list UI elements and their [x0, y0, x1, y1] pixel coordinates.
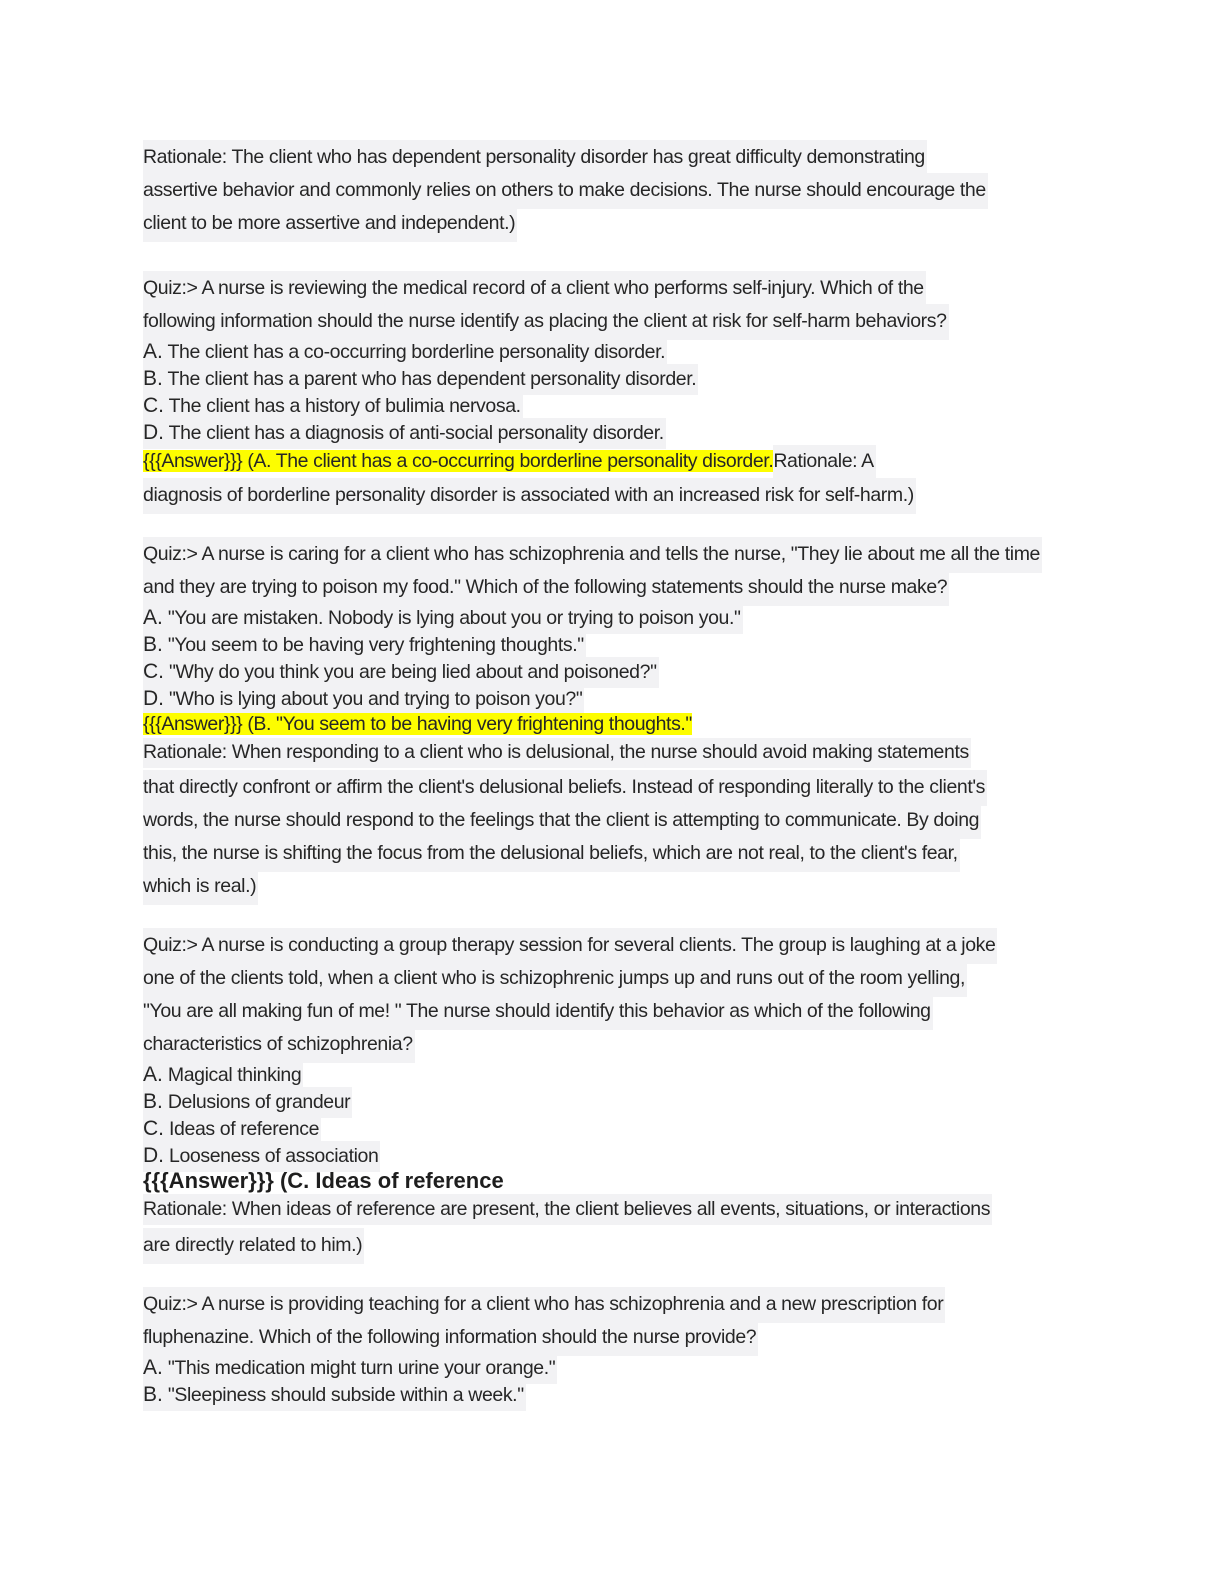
option-letter: C.: [143, 1117, 164, 1140]
rationale-line: Rationale: A: [773, 445, 875, 478]
question-text: fluphenazine. Which of the following information should the nurse provide?: [143, 1320, 758, 1356]
quiz-question-1: [143, 271, 1113, 511]
option-d: [143, 684, 1113, 711]
question-text: characteristics of schizophrenia?: [143, 1027, 415, 1063]
option-text: "This medication might turn urine your orange.": [167, 1357, 556, 1379]
rationale-line: are directly related to him.): [143, 1228, 364, 1264]
option-text: "Why do you think you are being lied about and poisoned?": [169, 661, 657, 683]
option-letter: A.: [143, 1063, 163, 1086]
option-b: [143, 630, 1113, 657]
option-letter: D.: [143, 1144, 164, 1167]
rationale-block-1: [143, 140, 1113, 239]
question-text: following information should the nurse identify as placing the client at risk for self-harm behaviors?: [143, 304, 949, 340]
option-b: [143, 364, 1113, 391]
option-text: The client has a co-occurring borderline personality disorder.: [167, 341, 666, 363]
rationale-line: Rationale: When ideas of reference are present, the client believes all events, situations, or interactions: [143, 1194, 992, 1225]
option-letter: D.: [143, 687, 164, 710]
rationale-line: Rationale: When responding to a client who is delusional, the nurse should avoid making statements: [143, 738, 971, 768]
option-letter: B.: [143, 1383, 163, 1406]
rationale-line: client to be more assertive and independent.): [143, 206, 517, 242]
answer-highlight: {{{Answer}}} (B. "You seem to be having very frightening thoughts.": [143, 713, 692, 735]
option-c: [143, 391, 1113, 418]
option-a: [143, 603, 1113, 630]
rationale-line: words, the nurse should respond to the feelings that the client is attempting to communicate. By doing: [143, 803, 981, 839]
option-text: "You seem to be having very frightening thoughts.": [167, 634, 584, 656]
option-text: The client has a diagnosis of anti-social personality disorder.: [168, 422, 664, 444]
option-text: The client has a parent who has dependent personality disorder.: [167, 368, 697, 390]
option-d: [143, 418, 1113, 445]
option-b: [143, 1087, 1113, 1114]
option-letter: D.: [143, 421, 164, 444]
rationale-line: assertive behavior and commonly relies on others to make decisions. The nurse should encourage the: [143, 173, 988, 209]
option-text: "Sleepiness should subside within a week.": [167, 1384, 524, 1406]
option-text: Magical thinking: [167, 1064, 302, 1086]
option-d: [143, 1141, 1113, 1168]
option-letter: C.: [143, 394, 164, 417]
question-text: Quiz:> A nurse is caring for a client who has schizophrenia and tells the nurse, "They lie about me all the time: [143, 537, 1042, 573]
question-text: Quiz:> A nurse is reviewing the medical record of a client who performs self-injury. Which of the: [143, 271, 926, 307]
question-text: and they are trying to poison my food." Which of the following statements should the nurse make?: [143, 570, 949, 606]
option-a: [143, 1060, 1113, 1087]
option-text: "You are mistaken. Nobody is lying about you or trying to poison you.": [167, 607, 741, 629]
question-text: Quiz:> A nurse is providing teaching for a client who has schizophrenia and a new prescription for: [143, 1287, 945, 1323]
rationale-line: which is real.): [143, 869, 258, 905]
quiz-question-4: [143, 1287, 1113, 1407]
option-text: The client has a history of bulimia nervosa.: [168, 395, 521, 417]
option-letter: C.: [143, 660, 164, 683]
option-text: Looseness of association: [169, 1145, 379, 1167]
option-letter: B.: [143, 1090, 163, 1113]
rationale-line: this, the nurse is shifting the focus from the delusional beliefs, which are not real, to the client's fear,: [143, 836, 960, 872]
rationale-line: that directly confront or affirm the client's delusional beliefs. Instead of responding literally to the client's: [143, 770, 987, 806]
option-letter: A.: [143, 606, 163, 629]
question-text: one of the clients told, when a client who is schizophrenic jumps up and runs out of the room yelling,: [143, 961, 967, 997]
option-c: [143, 1114, 1113, 1141]
option-a: [143, 337, 1113, 364]
question-text: Quiz:> A nurse is conducting a group therapy session for several clients. The group is laughing at a joke: [143, 928, 997, 964]
option-letter: A.: [143, 340, 163, 363]
option-a: [143, 1353, 1113, 1380]
option-b: [143, 1380, 1113, 1407]
option-text: "Who is lying about you and trying to poison you?": [169, 688, 583, 710]
rationale-line: Rationale: The client who has dependent personality disorder has great difficulty demonstrating: [143, 140, 927, 176]
option-text: Delusions of grandeur: [167, 1091, 351, 1113]
answer-heading: {{{Answer}}} (C. Ideas of reference: [143, 1168, 504, 1193]
option-letter: B.: [143, 367, 163, 390]
quiz-question-3: [143, 928, 1113, 1261]
rationale-line: diagnosis of borderline personality disorder is associated with an increased risk for self-harm.): [143, 478, 916, 514]
answer-highlight: {{{Answer}}} (A. The client has a co-occurring borderline personality disorder.: [143, 450, 774, 472]
option-c: [143, 657, 1113, 684]
option-text: Ideas of reference: [169, 1118, 320, 1140]
document-page: [143, 140, 1113, 1407]
option-letter: B.: [143, 633, 163, 656]
question-text: "You are all making fun of me! " The nurse should identify this behavior as which of the following: [143, 994, 933, 1030]
quiz-question-2: [143, 537, 1113, 902]
option-letter: A.: [143, 1356, 163, 1379]
